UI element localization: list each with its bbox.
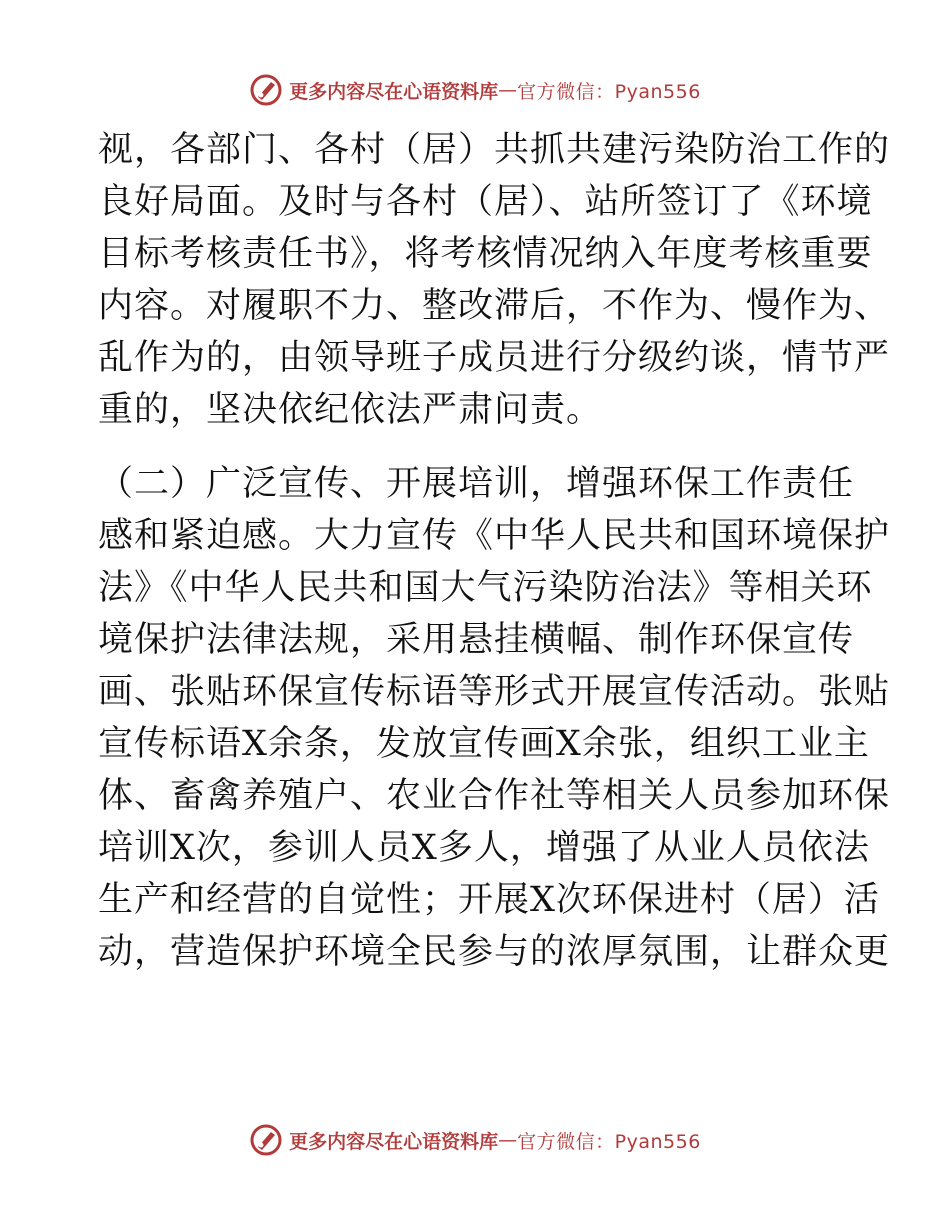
text-line: 内容。对履职不力、整改滞后，不作为、慢作为、 [98, 286, 891, 326]
paragraph-1 [98, 124, 891, 436]
watermark-separator: — [498, 1129, 518, 1151]
text-line: 法》《中华人民共和国大气污染防治法》等相关环 [98, 568, 873, 608]
watermark-contact: 官方微信：Pyan556 [517, 1130, 701, 1153]
text-line: 目标考核责任书》，将考核情况纳入年度考核重要 [98, 234, 873, 274]
watermark-separator: — [498, 79, 518, 101]
text-line: 生产和经营的自觉性；开展X次环保进村（居）活 [98, 880, 880, 920]
text-line: 感和紧迫感。大力宣传《中华人民共和国环境保护 [98, 516, 891, 556]
pen-circle-logo-icon [249, 1123, 283, 1157]
text-line: 动，营造保护环境全民参与的浓厚氛围，让群众更 [98, 932, 891, 972]
header-watermark [0, 70, 950, 110]
text-line: 重的，坚决依纪依法严肃问责。 [98, 390, 603, 430]
document-body [98, 124, 891, 978]
text-line: 乱作为的，由领导班子成员进行分级约谈，情节严 [98, 338, 891, 378]
paragraph-2 [98, 458, 891, 978]
watermark-contact: 官方微信：Pyan556 [517, 80, 701, 103]
watermark-text: 更多内容尽在心语资料库 [289, 1130, 499, 1153]
pen-circle-logo-icon [249, 73, 283, 107]
text-line: 境保护法律法规，采用悬挂横幅、制作环保宣传 [98, 620, 855, 660]
text-line: （二）广泛宣传、开展培训，增强环保工作责任 [98, 464, 855, 504]
text-line: 良好局面。及时与各村（居）、站所签订了《环境 [98, 182, 873, 222]
watermark-text: 更多内容尽在心语资料库 [289, 80, 499, 103]
text-line: 体、畜禽养殖户、农业合作社等相关人员参加环保 [98, 776, 891, 816]
text-line: 画、张贴环保宣传标语等形式开展宣传活动。张贴 [98, 672, 891, 712]
text-line: 宣传标语X余条，发放宣传画X余张，组织工业主 [98, 724, 870, 764]
text-line: 视，各部门、各村（居）共抓共建污染防治工作的 [98, 130, 891, 170]
text-line: 培训X次，参训人员X多人，增强了从业人员依法 [98, 828, 870, 868]
footer-watermark [0, 1120, 950, 1160]
